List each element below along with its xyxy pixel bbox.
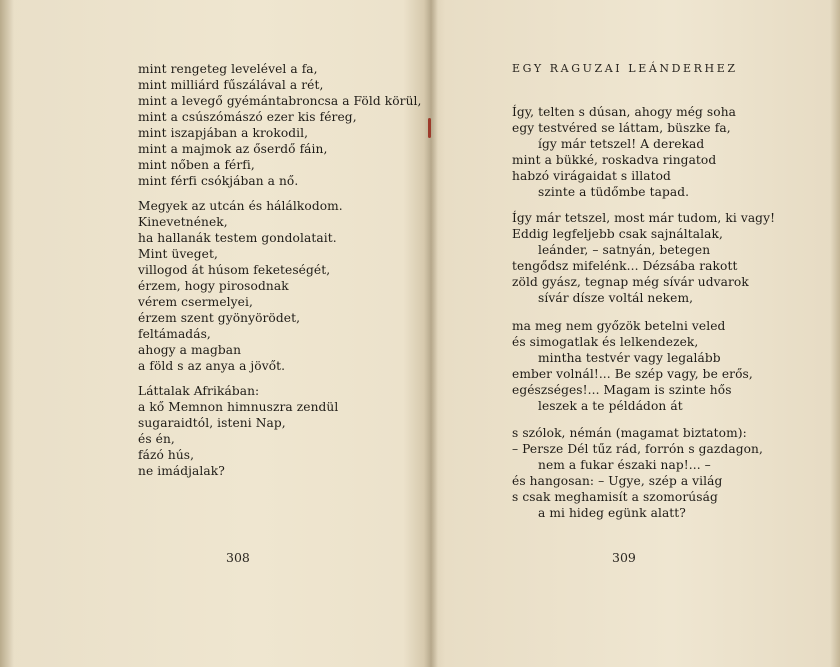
right-stanza-3 (512, 318, 753, 414)
poem-line: ember volnál!... Be szép vagy, be erős, (512, 367, 753, 381)
poem-line: ma meg nem győzök betelni veled (512, 319, 726, 333)
poem-line: Eddig legfeljebb csak sajnáltalak, (512, 227, 723, 241)
poem-line: habzó virágaidat s illatod (512, 169, 671, 183)
poem-line: így már tetszel! A derekad (538, 137, 705, 151)
poem-line: mint nőben a férfi, (138, 158, 255, 172)
poem-line: és hangosan: – Ugye, szép a világ (512, 474, 723, 488)
poem-line: a mi hideg egünk alatt? (538, 506, 686, 520)
poem-line: mint férfi csókjában a nő. (138, 174, 299, 188)
poem-line: fázó hús, (138, 448, 195, 462)
poem-line: leánder, – satnyán, betegen (538, 243, 711, 257)
poem-line: Láttalak Afrikában: (138, 384, 260, 398)
poem-line: egy testvéred se láttam, büszke fa, (512, 121, 731, 135)
poem-line: Kinevetnének, (138, 215, 228, 229)
left-stanza-3 (138, 383, 338, 479)
page-number-left: 308 (226, 550, 250, 565)
poem-line: mint milliárd fűszálával a rét, (138, 78, 324, 92)
poem-line: mint rengeteg levelével a fa, (138, 62, 318, 76)
poem-line: sugaraidtól, isteni Nap, (138, 416, 286, 430)
poem-line: Így már tetszel, most már tudom, ki vagy! (512, 211, 776, 225)
poem-line: Mint üveget, (138, 247, 218, 261)
poem-line: leszek a te példádon át (538, 399, 683, 413)
poem-line: Megyek az utcán és hálálkodom. (138, 199, 343, 213)
left-stanza-2 (138, 198, 343, 374)
poem-line: érzem, hogy pirosodnak (138, 279, 289, 293)
poem-line: a kő Memnon himnuszra zendül (138, 400, 339, 414)
poem-line: a föld s az anya a jövőt. (138, 359, 286, 373)
poem-line: zöld gyász, tegnap még sívár udvarok (512, 275, 749, 289)
poem-line: s csak meghamisít a szomorúság (512, 490, 718, 504)
poem-line: – Persze Dél tűz rád, forrón s gazdagon, (512, 442, 763, 456)
poem-line: villogod át húsom feketeségét, (138, 263, 331, 277)
left-stanza-1 (138, 61, 422, 189)
poem-line: nem a fukar északi nap!... – (538, 458, 711, 472)
poem-line: mint iszapjában a krokodil, (138, 126, 309, 140)
poem-line: mint a csúszómászó ezer kis féreg, (138, 110, 357, 124)
page-number-right: 309 (612, 550, 636, 565)
poem-line: sívár dísze voltál nekem, (538, 291, 694, 305)
poem-line: és simogatlak és lelkendezek, (512, 335, 699, 349)
poem-line: vérem csermelyei, (138, 295, 253, 309)
poem-line: szinte a tüdőmbe tapad. (538, 185, 690, 199)
poem-line: ne imádjalak? (138, 464, 225, 478)
poem-line: mintha testvér vagy legalább (538, 351, 721, 365)
poem-line: egészséges!... Magam is szinte hős (512, 383, 732, 397)
poem-line: mint a majmok az őserdő fáin, (138, 142, 328, 156)
poem-line: feltámadás, (138, 327, 211, 341)
poem-line: és én, (138, 432, 175, 446)
right-stanza-1 (512, 104, 736, 200)
poem-line: mint a bükké, roskadva ringatod (512, 153, 717, 167)
right-stanza-4 (512, 425, 763, 521)
poem-line: érzem szent gyönyörödet, (138, 311, 301, 325)
poem-line: mint a levegő gyémántabroncsa a Föld körül, (138, 94, 422, 108)
poem-line: ha hallanák testem gondolatait. (138, 231, 337, 245)
poem-line: s szólok, némán (magamat biztatom): (512, 426, 747, 440)
poem-title: EGY RAGUZAI LEÁNDERHEZ (512, 62, 738, 75)
poem-line: tengődsz mifelénk... Dézsába rakott (512, 259, 738, 273)
poem-line: ahogy a magban (138, 343, 242, 357)
right-stanza-2 (512, 210, 775, 306)
right-page (430, 0, 840, 667)
poem-line: Így, telten s dúsan, ahogy még soha (512, 105, 737, 119)
